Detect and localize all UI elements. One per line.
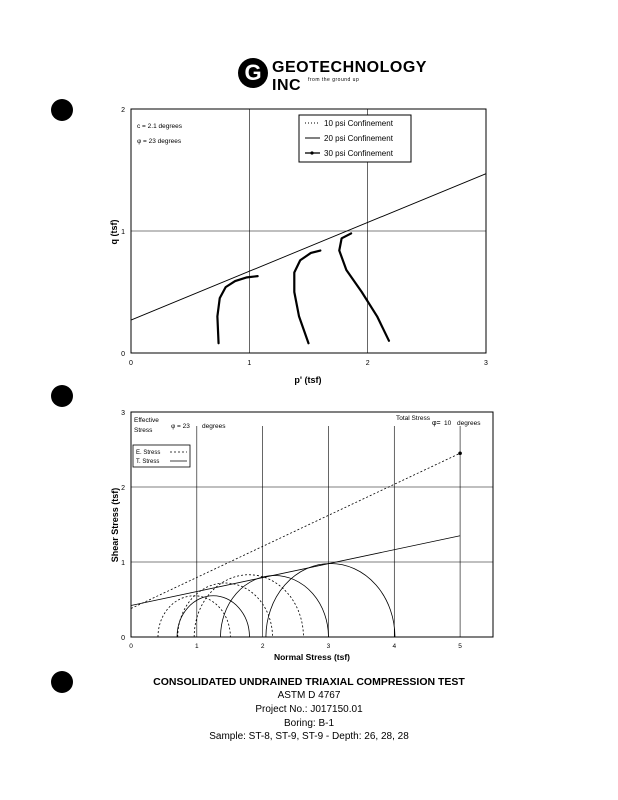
chart2-phi-effective: φ = 23 xyxy=(171,423,190,430)
chart1-series-line-1 xyxy=(217,276,257,343)
chart2-y-tick-label: 3 xyxy=(121,410,125,417)
chart2-y-axis-label: Shear Stress (tsf) xyxy=(110,487,120,563)
chart2-y-tick-label: 1 xyxy=(121,560,125,567)
report-boring: Boring: B-1 xyxy=(283,718,335,729)
chart1-legend-10psi: 10 psi Confinement xyxy=(324,119,393,128)
chart1-x-axis-label: p' (tsf) xyxy=(294,375,322,385)
chart2-legend-total: T. Stress xyxy=(136,459,160,465)
report-title: CONSOLIDATED UNDRAINED TRIAXIAL COMPRESSION TEST xyxy=(153,676,465,688)
chart2-total-stress-label: Total Stress xyxy=(396,415,430,422)
chart2-x-tick-label: 2 xyxy=(260,643,265,650)
chart2-phi-total: 10 xyxy=(444,420,452,427)
chart2-x-axis-label: Normal Stress (tsf) xyxy=(273,652,351,662)
company-tagline: from the ground up xyxy=(308,77,360,83)
chart1-series-line-3 xyxy=(339,233,389,340)
chart1-legend-20psi: 20 psi Confinement xyxy=(324,134,393,143)
chart2-y-tick-label: 0 xyxy=(121,635,125,642)
mohr-circle-chart xyxy=(0,400,618,670)
chart2-legend-effective: E. Stress xyxy=(136,450,161,456)
chart1-x-tick-label: 3 xyxy=(484,360,488,367)
chart2-x-tick-label: 1 xyxy=(195,643,199,650)
chart2-degrees-effective: degrees xyxy=(202,423,226,430)
chart1-annotation-phi: φ = 23 degrees xyxy=(137,138,182,145)
chart1-annotation-c: c = 2.1 degrees xyxy=(137,123,182,130)
chart1-failure-envelope xyxy=(131,174,486,320)
chart2-total-mohr-circle-2 xyxy=(221,576,329,638)
chart2-x-tick-label: 4 xyxy=(392,643,397,650)
chart1-y-tick-label: 1 xyxy=(121,229,125,236)
chart1-y-tick-label: 0 xyxy=(121,351,125,358)
chart2-total-envelope xyxy=(131,453,460,608)
chart2-effective-mohr-circle-2 xyxy=(178,583,273,637)
chart1-series-line-2 xyxy=(294,251,320,344)
logo-g-icon: G xyxy=(238,58,268,88)
chart2-total-envelope-marker xyxy=(458,451,462,455)
chart1-x-tick-label: 2 xyxy=(365,360,370,367)
chart2-x-tick-label: 3 xyxy=(326,643,331,650)
chart2-x-tick-label: 5 xyxy=(458,643,462,650)
chart2-y-tick-label: 2 xyxy=(121,485,125,492)
report-sample: Sample: ST-8, ST-9, ST-9 - Depth: 26, 28, 28 xyxy=(209,731,409,742)
chart1-x-tick-label: 1 xyxy=(247,360,252,367)
company-logo xyxy=(238,56,427,94)
chart2-effective-envelope xyxy=(131,536,460,606)
chart1-y-tick-label: 2 xyxy=(121,107,125,114)
chart2-effective-stress-label: Effective Stress xyxy=(134,417,159,434)
report-project: Project No.: J017150.01 xyxy=(255,704,363,715)
chart2-x-tick-label: 0 xyxy=(129,643,133,650)
report-standard: ASTM D 4767 xyxy=(277,690,341,701)
chart1-x-tick-label: 0 xyxy=(129,360,133,367)
chart1-y-axis-label: q (tsf) xyxy=(109,219,119,245)
chart2-total-mohr-circle-3 xyxy=(266,563,395,637)
company-name: GEOTECHNOLOGY INC xyxy=(272,59,427,94)
chart2-degrees-total: degrees xyxy=(457,420,481,427)
chart1-legend-30psi: 30 psi Confinement xyxy=(324,149,393,158)
chart2-phi-total-icon: φ= xyxy=(432,420,441,427)
